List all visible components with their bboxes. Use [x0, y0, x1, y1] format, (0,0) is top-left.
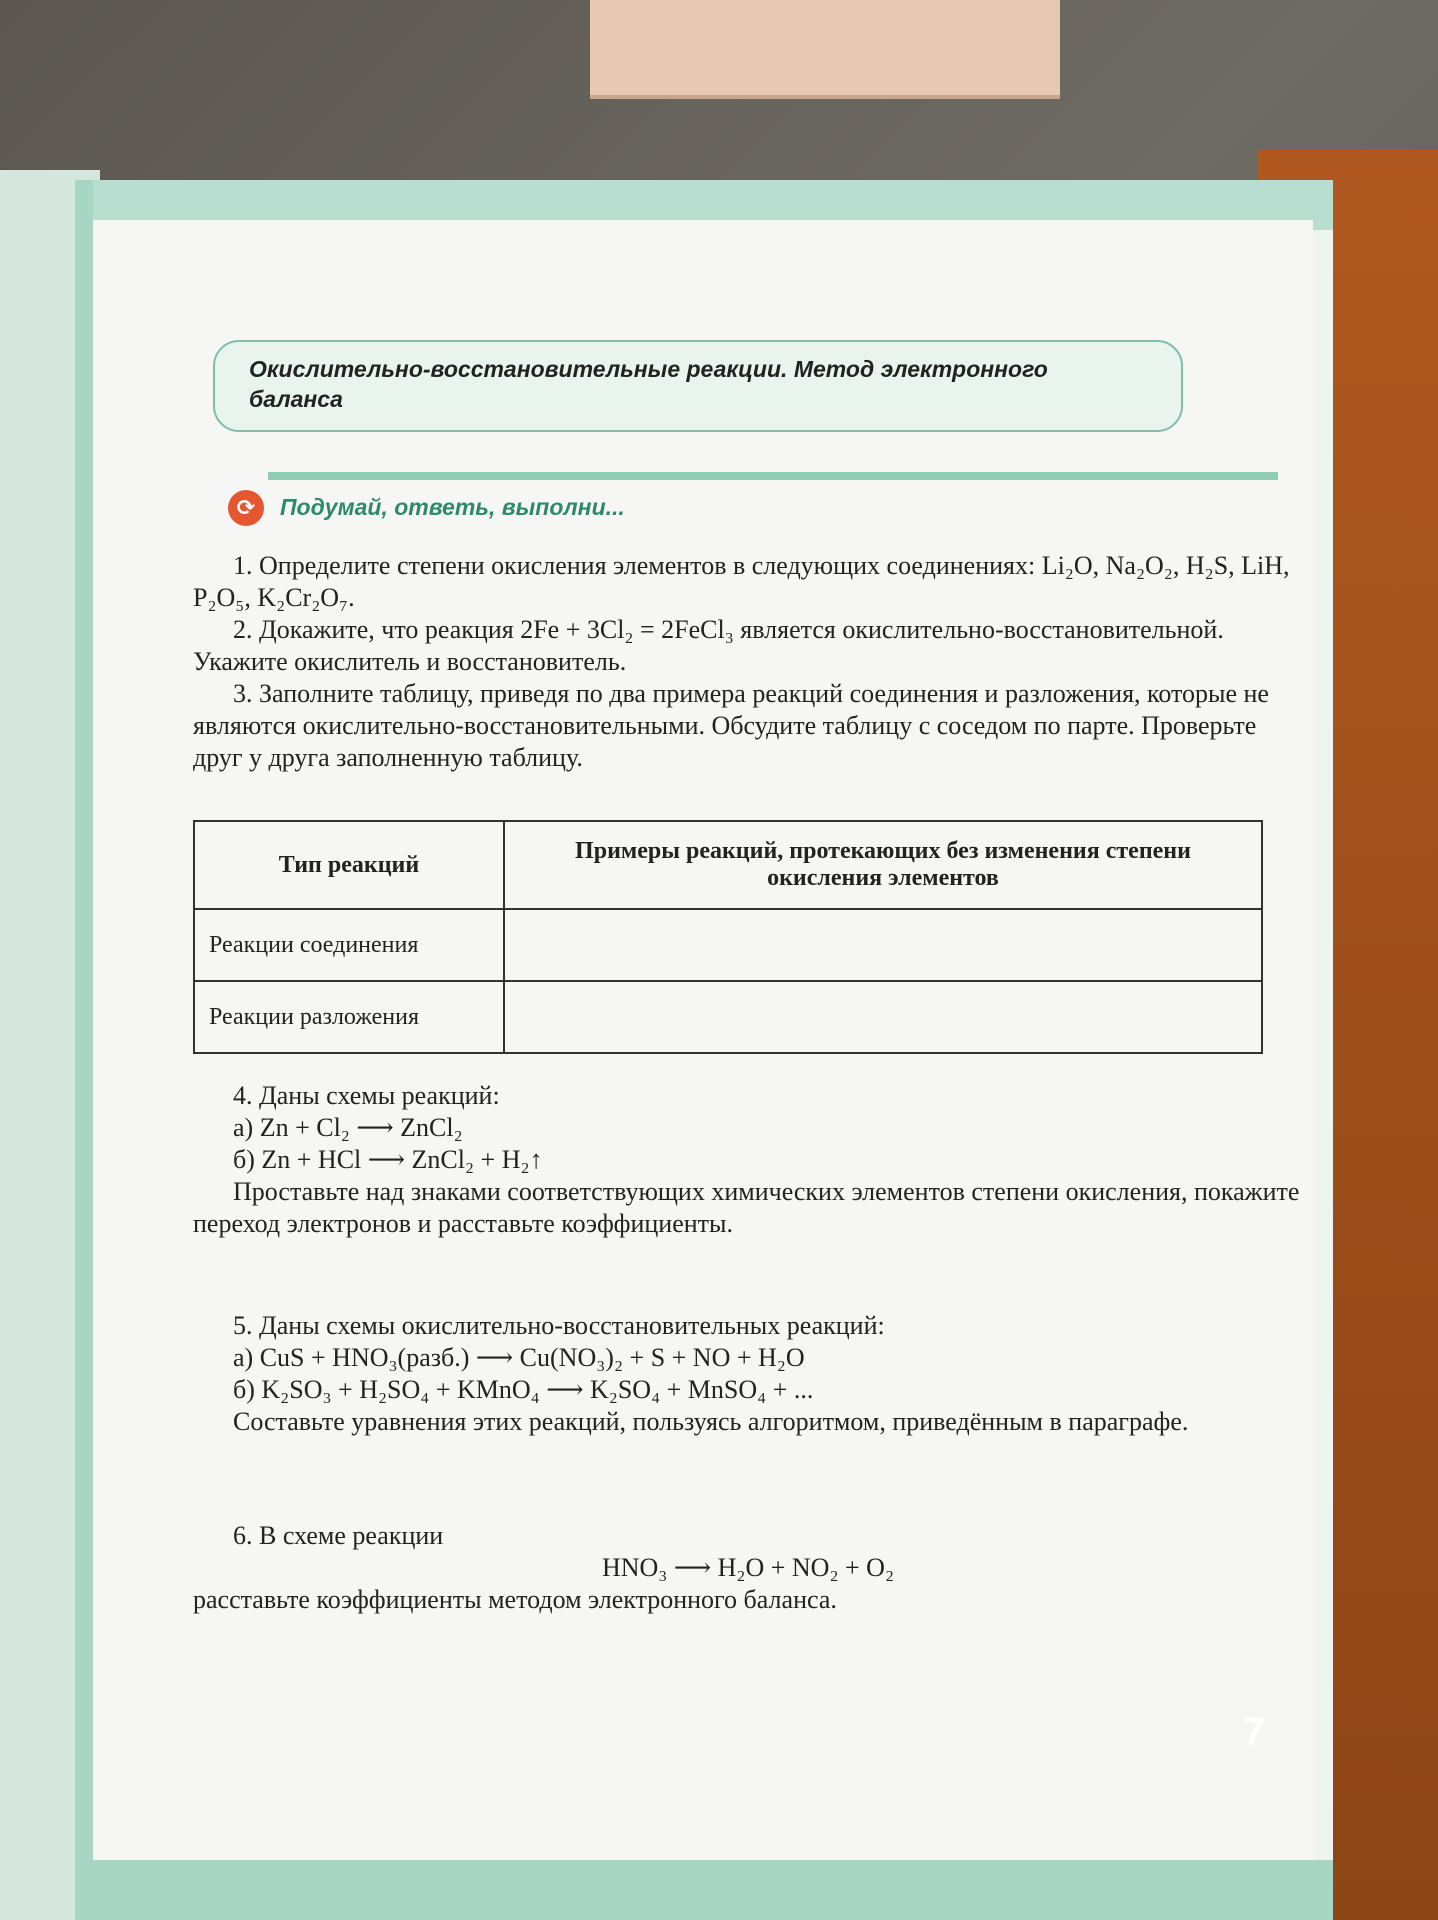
table-header-row	[194, 821, 1262, 909]
background-object	[590, 0, 1060, 99]
page-number: 7	[1243, 1710, 1266, 1754]
task-6-equation: HNO₃ ⟶ H₂O + NO₂ + O₂	[601, 1553, 895, 1582]
task-5-a: а) CuS + HNO₃(разб.) ⟶ Cu(NO₃)₂ + S + NO + H₂O	[233, 1343, 805, 1372]
table-cell-decomposition: Реакции разложения	[194, 981, 504, 1053]
task-3: 3. Заполните таблицу, приведя по два примера реакций соединения и разложения, которые не являются окислительно-восстановительными. Обсудите таблицу с соседом по парте. Проверьте друг у друга заполненную таблицу.	[193, 679, 1269, 772]
section-title: Подумай, ответь, выполни...	[280, 494, 625, 520]
table-header-examples: Примеры реакций, протекающих без изменения степени окисления элементов	[504, 821, 1262, 909]
task-4-title: 4. Даны схемы реакций:	[233, 1081, 500, 1110]
table-row	[194, 909, 1262, 981]
table-cell-empty	[504, 981, 1262, 1053]
task-5	[193, 1310, 1303, 1438]
task-5-b: б) K₂SO₃ + H₂SO₄ + KMnO₄ ⟶ K₂SO₄ + MnSO₄ + ...	[233, 1375, 814, 1404]
task-5-title: 5. Даны схемы окислительно-восстановительных реакций:	[233, 1311, 885, 1340]
book-page	[75, 180, 1333, 1920]
table-row	[194, 981, 1262, 1053]
task-4	[193, 1080, 1303, 1240]
task-2: 2. Докажите, что реакция 2Fe + 3Cl₂ = 2FeCl₃ является окислительно-восстановительной. Укажите окислитель и восстановитель.	[193, 615, 1224, 676]
chapter-title: Окислительно-восстановительные реакции. Метод электронного баланса	[213, 340, 1183, 432]
task-4-b: б) Zn + HCl ⟶ ZnCl₂ + H₂↑	[233, 1145, 543, 1174]
section-header	[228, 488, 1228, 532]
section-bar	[268, 472, 1278, 480]
page-bottom-band	[93, 1860, 1333, 1920]
task-1: 1. Определите степени окисления элементов в следующих соединениях: Li₂O, Na₂O₂, H₂S, LiH, P₂O₅, K₂Cr₂O₇.	[193, 551, 1290, 612]
reaction-table	[193, 820, 1263, 1054]
table-header-type: Тип реакций	[194, 821, 504, 909]
task-6-title: 6. В схеме реакции	[233, 1521, 444, 1550]
task-4-text: Проставьте над знаками соответствующих химических элементов степени окисления, покажите переход электронов и расставьте коэффициенты.	[193, 1177, 1300, 1238]
table-cell-empty	[504, 909, 1262, 981]
task-6	[193, 1520, 1303, 1616]
tasks-1-3	[193, 550, 1303, 774]
refresh-icon: ⟳	[228, 490, 264, 526]
task-5-text: Составьте уравнения этих реакций, пользуясь алгоритмом, приведённым в параграфе.	[233, 1407, 1189, 1436]
page-content	[93, 220, 1313, 1860]
table-cell-combination: Реакции соединения	[194, 909, 504, 981]
task-6-text: расставьте коэффициенты методом электронного баланса.	[193, 1585, 837, 1614]
task-4-a: а) Zn + Cl₂ ⟶ ZnCl₂	[233, 1113, 463, 1142]
